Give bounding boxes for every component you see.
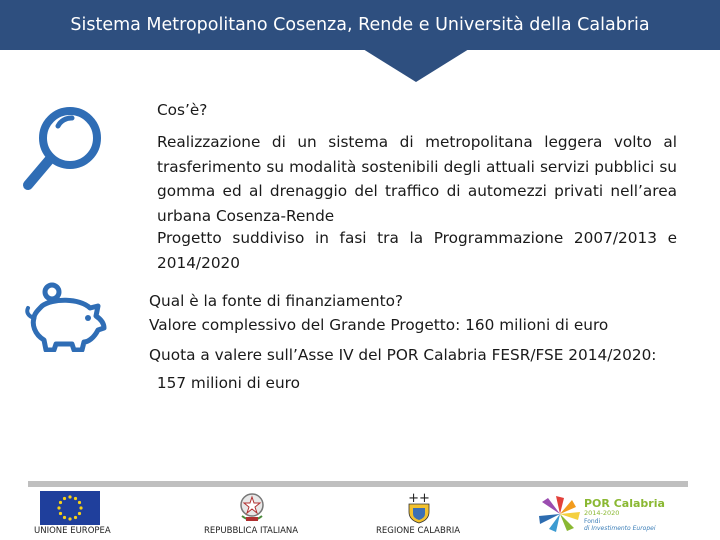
section2-heading: Qual è la fonte di finanziamento? [149,292,404,310]
italy-label: REPUBBLICA ITALIANA [204,526,299,536]
eu-label: UNIONE EUROPEA [34,526,111,536]
page-title: Sistema Metropolitano Cosenza, Rende e Università della Calabria [70,15,650,35]
por-subtitle-1: Fondi [584,518,601,525]
section1-paragraph1: Realizzazione di un sistema di metropolitana leggera volto al trasferimento su modalità sostenibili degli attuali servizi pubblici su gomma ed al drenaggio del traffico di automezzi privati nell’area urbana Cosenza-Rende [157,133,677,225]
section2-line1: Valore complessivo del Grande Progetto: 160 milioni di euro [149,316,609,334]
italy-emblem-logo [238,490,266,524]
calabria-label: REGIONE CALABRIA [376,526,461,536]
calabria-logo [403,490,435,524]
header-pointer [363,49,469,82]
search-icon [18,102,106,194]
section1-heading: Cos’è? [157,101,208,119]
piggy-bank-icon [22,280,112,352]
por-name: POR Calabria [584,497,665,510]
section2-line2: Quota a valere sull’Asse IV del POR Calabria FESR/FSE 2014/2020: [149,346,657,364]
por-years: 2014-2020 [584,509,620,517]
footer-divider [28,481,688,487]
section2-line3: 157 milioni di euro [152,374,300,392]
eu-flag-logo [40,491,100,525]
svg-text:++: ++ [408,491,430,506]
por-subtitle-2: di Investimento Europei [584,525,656,532]
por-calabria-logo [536,494,584,534]
section1-paragraph2: Progetto suddiviso in fasi tra la Programmazione 2007/2013 e 2014/2020 [157,229,677,272]
